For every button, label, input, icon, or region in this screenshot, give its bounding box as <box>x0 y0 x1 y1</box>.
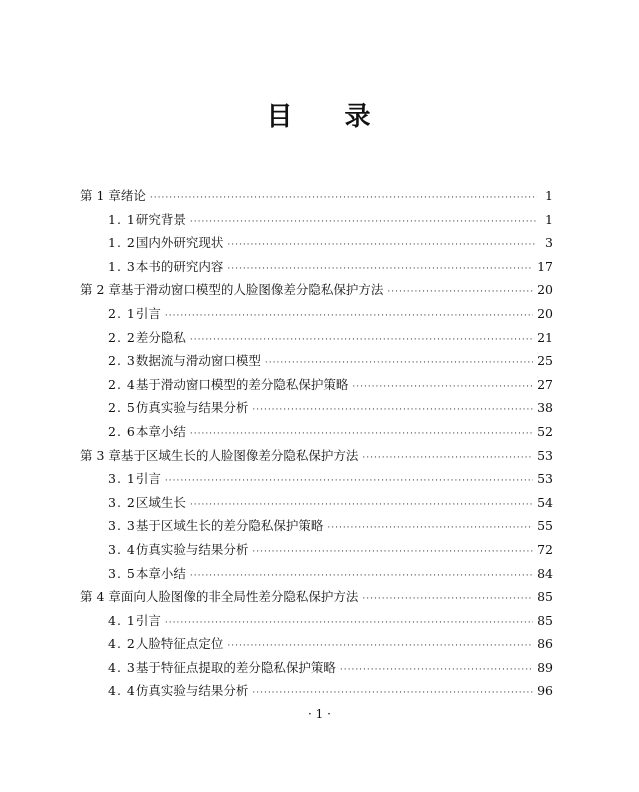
toc-entry-number: 3. 2 <box>108 494 136 510</box>
toc-entry-page: 21 <box>537 329 553 345</box>
toc-entry-title: 区域生长 <box>135 494 186 510</box>
dot-leader <box>362 447 533 471</box>
toc-section-entry[interactable] <box>80 208 553 232</box>
dot-leader <box>387 281 533 305</box>
toc-entry-title: 本书的研究内容 <box>135 258 224 274</box>
toc-entry-page: 86 <box>537 636 553 652</box>
toc-entry-number: 3. 4 <box>108 541 136 557</box>
toc-entry-number: 2. 5 <box>108 400 136 416</box>
toc-entry-title: 国内外研究现状 <box>135 235 224 251</box>
toc-section-entry[interactable] <box>80 679 553 703</box>
toc-chapter-entry[interactable] <box>80 278 553 302</box>
toc-entry-page: 20 <box>537 305 553 321</box>
toc-entry-number: 第 1 章 <box>80 188 121 203</box>
toc-entry-page: 72 <box>537 541 553 557</box>
toc-entry-page: 89 <box>537 659 553 675</box>
toc-entry-title: 本章小结 <box>135 565 186 581</box>
page-number: · 1 · <box>308 707 331 721</box>
page-title <box>0 96 639 133</box>
toc-entry-title: 面向人脸图像的非全局性差分隐私保护方法 <box>120 589 359 605</box>
toc-entry-title: 基于滑动窗口模型的人脸图像差分隐私保护方法 <box>120 282 384 298</box>
title-char-2: 录 <box>344 102 373 132</box>
toc-entry-title: 基于区域生长的人脸图像差分隐私保护方法 <box>120 447 359 463</box>
toc-entry-title: 仿真实验与结果分析 <box>135 400 249 416</box>
toc-section-entry[interactable] <box>80 467 553 491</box>
dot-leader <box>362 588 533 612</box>
toc-entry-title: 引言 <box>135 471 161 487</box>
title-char-1: 目 <box>266 102 295 132</box>
dot-leader <box>150 187 537 211</box>
toc-entry-page: 55 <box>537 518 553 534</box>
toc-section-entry[interactable] <box>80 538 553 562</box>
dot-leader <box>352 376 533 400</box>
dot-leader <box>165 305 533 329</box>
toc-section-entry[interactable] <box>80 609 553 633</box>
toc-chapter-entry[interactable] <box>80 585 553 609</box>
toc-section-entry[interactable] <box>80 349 553 373</box>
toc-section-entry[interactable] <box>80 562 553 586</box>
toc-entry-title: 仿真实验与结果分析 <box>135 541 249 557</box>
toc-entry-title: 人脸特征点定位 <box>135 636 224 652</box>
toc-entry-title: 绪论 <box>120 188 146 203</box>
toc-entry-number: 第 4 章 <box>80 589 121 605</box>
toc-entry-page: 85 <box>537 612 553 628</box>
dot-leader <box>227 234 537 258</box>
toc-entry-number: 2. 6 <box>108 423 136 439</box>
table-of-contents <box>80 184 553 703</box>
toc-entry-number: 第 3 章 <box>80 447 121 463</box>
toc-entry-number: 1. 1 <box>108 211 136 227</box>
toc-section-entry[interactable] <box>80 632 553 656</box>
dot-leader <box>340 659 533 683</box>
toc-entry-number: 1. 3 <box>108 258 136 274</box>
toc-section-entry[interactable] <box>80 420 553 444</box>
toc-entry-number: 2. 2 <box>108 329 136 345</box>
dot-leader <box>252 682 533 706</box>
toc-entry-page: 3 <box>545 235 553 251</box>
toc-entry-page: 85 <box>537 589 553 605</box>
toc-entry-number: 1. 2 <box>108 235 136 251</box>
toc-entry-page: 20 <box>537 282 553 298</box>
toc-entry-title: 引言 <box>135 612 161 628</box>
toc-entry-title: 研究背景 <box>135 211 186 227</box>
toc-section-entry[interactable] <box>80 326 553 350</box>
dot-leader <box>190 211 537 235</box>
toc-entry-number: 2. 3 <box>108 353 136 369</box>
toc-entry-title: 差分隐私 <box>135 329 186 345</box>
dot-leader <box>327 517 533 541</box>
toc-entry-number: 3. 5 <box>108 565 136 581</box>
toc-entry-page: 52 <box>537 423 553 439</box>
toc-entry-number: 4. 3 <box>108 659 136 675</box>
toc-entry-page: 96 <box>537 683 553 699</box>
toc-entry-number: 2. 1 <box>108 305 136 321</box>
toc-section-entry[interactable] <box>80 373 553 397</box>
toc-entry-number: 第 2 章 <box>80 282 121 298</box>
toc-entry-number: 4. 4 <box>108 683 136 699</box>
toc-entry-page: 53 <box>537 447 553 463</box>
toc-chapter-entry[interactable] <box>80 444 553 468</box>
toc-entry-page: 54 <box>537 494 553 510</box>
toc-entry-title: 基于滑动窗口模型的差分隐私保护策略 <box>135 376 349 392</box>
toc-entry-page: 84 <box>537 565 553 581</box>
toc-chapter-entry[interactable] <box>80 184 553 208</box>
toc-entry-number: 3. 3 <box>108 518 136 534</box>
toc-entry-page: 1 <box>545 211 553 227</box>
toc-entry-title: 基于特征点提取的差分隐私保护策略 <box>135 659 336 675</box>
toc-section-entry[interactable] <box>80 255 553 279</box>
toc-entry-number: 4. 1 <box>108 612 136 628</box>
toc-entry-page: 1 <box>545 188 553 203</box>
toc-entry-page: 25 <box>537 353 553 369</box>
toc-section-entry[interactable] <box>80 514 553 538</box>
toc-section-entry[interactable] <box>80 231 553 255</box>
toc-entry-page: 27 <box>537 376 553 392</box>
toc-entry-page: 53 <box>537 471 553 487</box>
toc-entry-title: 引言 <box>135 305 161 321</box>
dot-leader <box>252 399 533 423</box>
toc-entry-page: 17 <box>537 258 553 274</box>
toc-entry-title: 数据流与滑动窗口模型 <box>135 353 261 369</box>
dot-leader <box>252 541 533 565</box>
toc-entry-page: 38 <box>537 400 553 416</box>
toc-entry-number: 2. 4 <box>108 376 136 392</box>
toc-entry-number: 3. 1 <box>108 471 136 487</box>
toc-entry-title: 本章小结 <box>135 423 186 439</box>
toc-entry-title: 基于区域生长的差分隐私保护策略 <box>135 518 324 534</box>
dot-leader <box>165 470 533 494</box>
toc-section-entry[interactable] <box>80 302 553 326</box>
toc-section-entry[interactable] <box>80 656 553 680</box>
toc-entry-number: 4. 2 <box>108 636 136 652</box>
toc-section-entry[interactable] <box>80 491 553 515</box>
toc-section-entry[interactable] <box>80 396 553 420</box>
toc-entry-title: 仿真实验与结果分析 <box>135 683 249 699</box>
